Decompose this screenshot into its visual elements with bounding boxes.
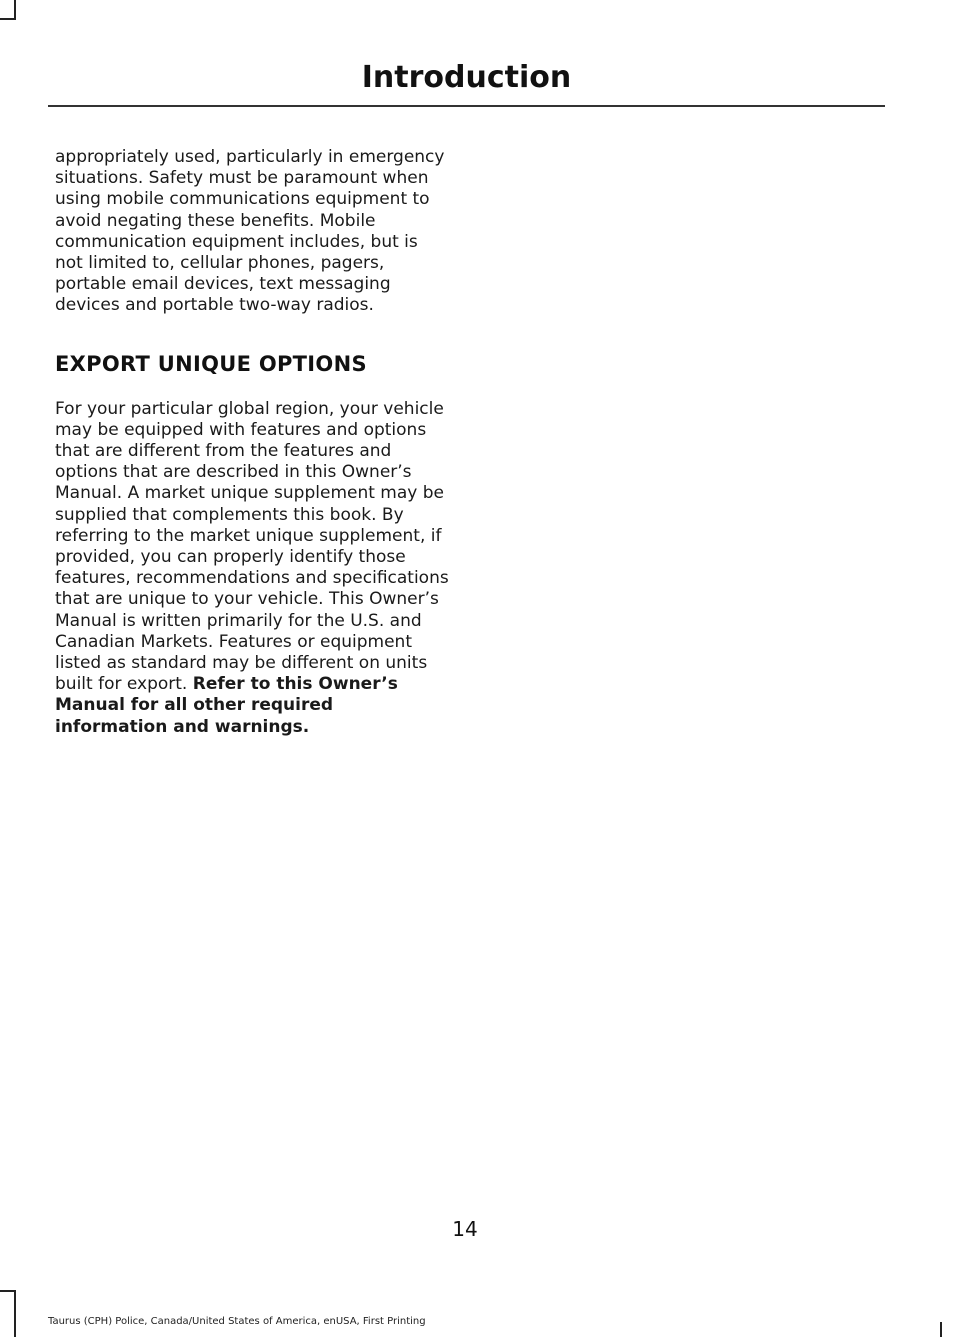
publication-info: Taurus (CPH) Police, Canada/United States of America, enUSA, First Printing	[48, 1316, 426, 1327]
crop-mark-bottom-right-vertical	[940, 1322, 942, 1337]
header-divider	[48, 105, 885, 107]
crop-mark-top-left-vertical	[14, 0, 16, 18]
text-column	[55, 147, 450, 738]
export-paragraph-text: For your particular global region, your vehicle may be equipped with features and options that are different from the features and options that are described in this Owner’s Manual. A market unique supplement may be supplied that complements this book. By referring to the market unique supplement, if provided, you can properly identify those features, recommendations and specifications that are unique to your vehicle. This Owner’s Manual is written primarily for the U.S. and Canadian Markets. Features or equipment listed as standard may be different on units built for export.	[55, 398, 449, 695]
crop-mark-top-left-horizontal	[0, 18, 16, 20]
page-title: Introduction	[361, 60, 572, 95]
crop-mark-bottom-left-vertical	[14, 1290, 16, 1337]
export-paragraph-warning: Refer to this Owner’s Manual for all other required information and warnings.	[55, 674, 398, 737]
intro-paragraph: appropriately used, particularly in emergency situations. Safety must be paramount when using mobile communications equipment to avoid negating these benefits. Mobile communication equipment includes, but is not limited to, cellular phones, pagers, portable email devices, text messaging devices and portable two-way radios.	[55, 147, 445, 316]
page-number: 14	[452, 1217, 478, 1241]
export-paragraph	[55, 399, 450, 738]
section-heading: EXPORT UNIQUE OPTIONS	[55, 351, 367, 376]
crop-mark-bottom-left-horizontal	[0, 1290, 16, 1292]
